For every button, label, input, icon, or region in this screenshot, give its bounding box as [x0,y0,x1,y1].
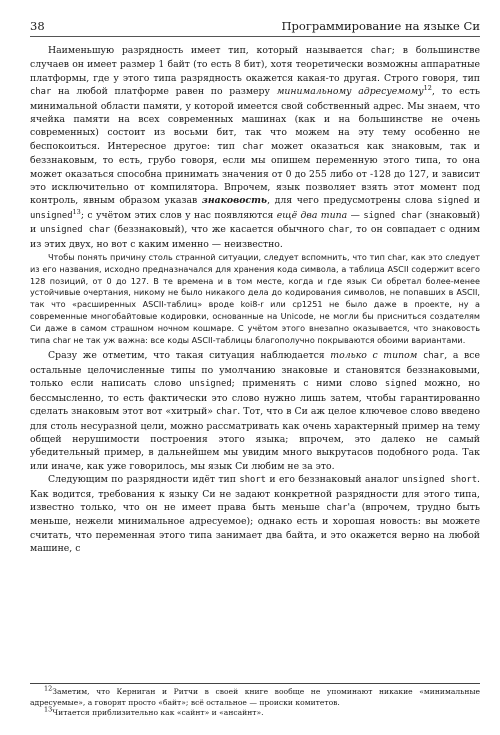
text-run: , а все остальные целочисленные типы по умолчанию знаковые и становятся беззнаковыми, только если написать слово [30,350,480,390]
footnote-13 [30,705,480,719]
paragraph-3 [30,349,480,473]
code-keyword: short [239,475,266,486]
code-keyword: unsigned [30,210,73,221]
code-keyword: char [370,46,392,56]
emphasis-text: минимальному адресуемому [276,86,424,98]
text-run: можно, но бессмысленно, то есть фактически это слово нужно лишь затем, чтобы гарантированно сделать знаковым этот вот «хитрый» [30,378,481,418]
text-run: . Как водится, требования к языку Си не задают конкретной разрядности для этого типа, известно только, что он не имеет права быть меньше [30,474,480,513]
text-run: Сразу же отметим, что такая ситуация наблюдается [48,350,331,362]
code-keyword: unsigned char [40,225,111,236]
emphasis-text: только с типом [330,350,424,362]
footnotes [30,683,480,719]
running-header [30,18,480,37]
code-keyword: signed char [363,210,423,221]
text-run: (знаковый) и [30,209,480,236]
code-keyword: char [52,334,71,345]
text-run: , как это следует из его названия, исходно предназначался для хранения кода символа, а таблица ASCII содержит всего 128 позиций, от 0 до 127. В те времена и в том месте, когда и где язык Си обретал более-менее устойчивые очертания, никому не было никакого дела до кодирования символов, не попавших в ASCII, так что «расширенных ASCII-таблиц» вроде koi8-r или cp1251 не было даже в проекте, ну а современные многобайтовые кодировки, основанные на Unicode, не могли бы присниться создателям Си даже в самом страшном ночном кошмаре. С учётом этого внезапно оказывается, что знаковость типа [30,252,480,345]
text-run: Заметим, что Керниган и Ритчи в своей книге вообще не упоминают никакие «минимальные адресуемые», а говорят просто «байт»; всё остальное — происки комитетов. [30,687,480,707]
footnote-marker: 12 [423,84,432,93]
footnote-marker: 12 [44,684,53,693]
code-keyword: char [387,252,406,263]
paragraph-4 [30,473,480,555]
text-run: Чтобы понять причину столь странной ситуации, следует вспомнить, что тип [48,252,388,263]
code-keyword: char [328,225,350,236]
text-run: (беззнаковый), что же касается обычного [110,224,329,236]
code-keyword: char [326,502,348,513]
text-run: и его беззнаковый аналог [265,474,403,486]
code-keyword: char [423,351,445,362]
text-run: 'а (впрочем, трудно быть меньше, нежели минимальное адресуемое); однако есть и хорошая новость: вы можете считать, что переменная этого типа занимает два байта, и это окажется верно на любой машине, с [30,501,480,555]
text-run: . Тот, что в Си аж целое ключевое слово введено для столь несуразной цели, можно рассматривать как очень характерный пример на тему общей нерушимости построения этого языка; впрочем, это далеко не самый убедительный пример, в дальнейшем мы увидим много выкрутасов подобного рода. Так или иначе, как уже говорилось, мы язык Си любим не за это. [30,406,480,472]
chapter-title: Программирование на языке Си [281,19,480,33]
code-keyword: unsigned [189,379,232,390]
body-text [30,44,480,556]
code-keyword: signed [437,196,470,207]
text-run: может оказаться как знаковым, так и беззнаковым, то есть, грубо говоря, если мы опишем переменную этого типа, то она может оказаться способна принимать значения от 0 до 255 либо от -128 до 127, и зависит это исключительно от компилятора. Впрочем, язык позволяет взять этот момент под контроль, явным образом указав [30,140,480,207]
code-keyword: char [242,141,264,152]
text-run: Читается приблизительно как «сайнт» и «ансайнт». [52,708,264,718]
text-run: — [347,209,364,221]
text-run: не так уж важна: все коды ASCII-таблицы благополучно покрываются обоими вариантами. [70,334,466,345]
page-number: 38 [30,19,45,33]
text-run: ; с учётом этих слов у нас появляются [80,209,277,221]
text-run: , для чего предусмотрены слова [267,195,438,207]
text-run: , то есть минимальной области памяти, у которой имеется свой собственный адрес. Мы знаем, что ячейка памяти на всех современных машинах (как и на большинстве не очень современных) состоит из восьми бит, так что можем на эту тему особенно не беспокоиться. Интересное другое: тип [30,86,480,152]
text-run: Следующим по разрядности идёт тип [48,474,240,486]
strong-emphasis-text: знаковость [201,195,268,207]
text-run: ; в большинстве случаев он имеет размер 1 байт (то есть 8 бит), хотя теоретически возможны аппаратные платформы, где у этого типа разрядность окажется какая-то другая. Строго говоря, тип [30,45,480,84]
code-keyword: char [216,407,238,418]
text-run: ; применять с ними слово [231,378,385,390]
text-run: на любой платформе равен по размеру [51,86,277,98]
note-paragraph [30,252,480,346]
text-run: Наименьшую разрядность имеет тип, который называется [48,45,371,56]
text-run: и [469,195,481,207]
footnote-12 [30,684,480,708]
code-keyword: char [30,87,52,98]
paragraph-1 [30,44,480,251]
footnote-marker: 13 [72,207,81,216]
footnote-marker: 13 [44,705,53,714]
code-keyword: signed [384,379,417,390]
text-run: , то он совпадает с одним из этих двух, но вот с каким именно — неизвестно. [30,224,481,250]
code-keyword: unsigned short [402,475,478,486]
emphasis-text: ещё два типа [276,209,348,221]
